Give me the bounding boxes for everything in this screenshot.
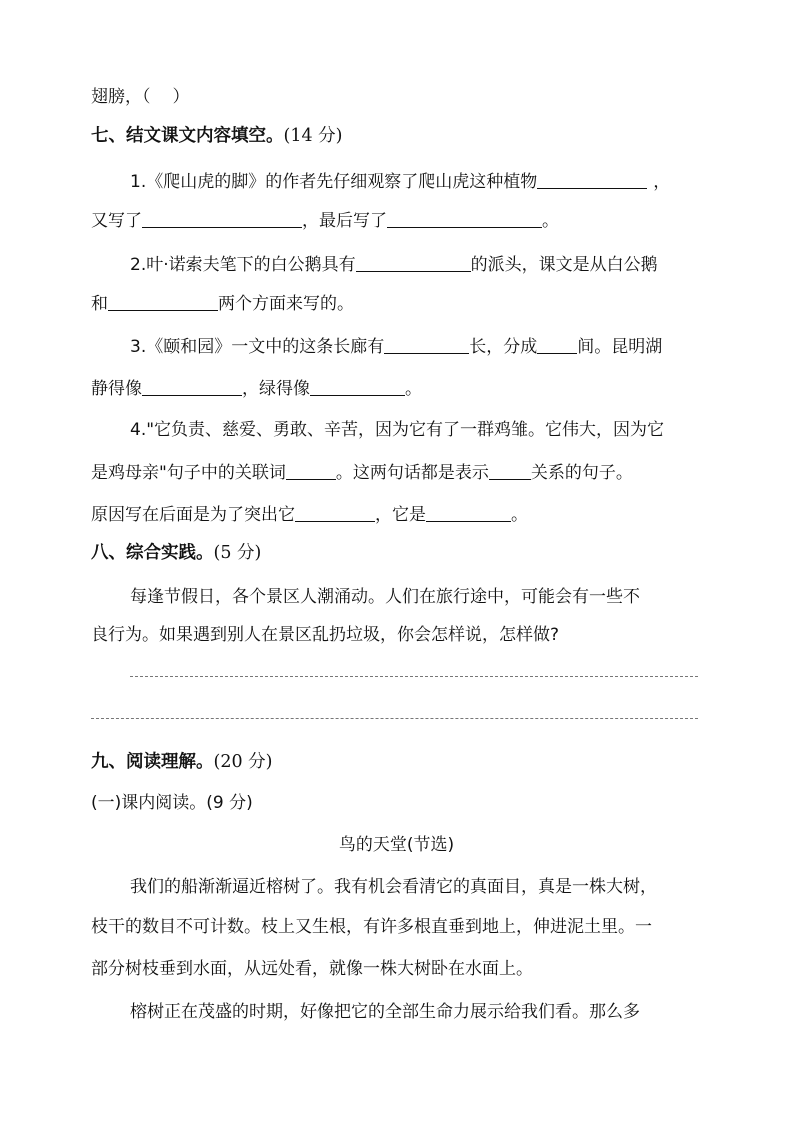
text: 3.《颐和园》一文中的这条长廊有 [130,337,385,357]
answer-blank[interactable] [295,503,375,522]
text: ，最后写了 [302,211,387,231]
section-7-heading [91,125,343,147]
text: 2.叶·诺索夫笔下的白公鹅具有 [130,255,356,275]
text: 关系的句子。 [530,463,633,483]
heading-text: 七、结文课文内容填空。 [91,126,284,146]
text: 静得像 [91,379,142,399]
answer-blank[interactable] [537,335,577,354]
score: (5 分) [213,543,262,563]
score: (20 分) [213,752,273,772]
q7-item3 [130,335,662,358]
text: 。 [405,379,422,399]
text: ，绿得像 [242,379,310,399]
text: 又写了 [91,211,142,231]
q8-paragraph-line: 良行为。如果遇到别人在景区乱扔垃圾，你会怎样说，怎样做? [91,625,560,645]
subsection-heading: (一)课内阅读。(9 分) [91,793,253,813]
text: 长，分成 [469,337,538,357]
heading-text: 九、阅读理解。 [91,752,214,772]
score: (14 分) [283,126,343,146]
section-8-heading [91,542,261,564]
q7-item4-cont2 [91,503,528,526]
text: 。这两句话都是表示 [335,463,489,483]
answer-blank[interactable] [142,377,242,396]
passage-line: 榕树正在茂盛的时期，好像把它的全部生命力展示给我们看。那么多 [130,1002,640,1022]
passage-title: 鸟的天堂(节选) [338,835,455,855]
answer-blank[interactable] [286,461,336,480]
text: 1.《爬山虎的脚》的作者先仔细观察了爬山虎这种植物 [130,172,538,192]
passage-line: 部分树枝垂到水面，从远处看，就像一株大树卧在水面上。 [91,959,533,979]
text: ，它是 [375,505,426,525]
passage-line: 枝干的数目不可计数。枝上又生根，有许多根直垂到地上，伸进泥土里。一 [91,917,652,937]
text: 两个方面来写的。 [218,294,354,314]
text: 是鸡母亲"句子中的关联词 [91,463,286,483]
passage-line: 我们的船渐渐逼近榕树了。我有机会看清它的真面目，真是一株大树， [130,877,657,897]
q7-item2-cont [91,292,354,315]
q7-item2 [130,253,658,276]
text: 4."它负责、慈爱、勇敢、辛苦，因为它有了一群鸡雏。它伟大，因为它 [130,420,665,440]
q7-item1-cont [91,209,559,232]
heading-text: 八、综合实践。 [91,543,214,563]
q7-item4-cont [91,461,633,484]
answer-blank[interactable] [310,377,405,396]
answer-blank[interactable] [384,335,469,354]
q7-item3-cont [91,377,422,400]
text: 原因写在后面是为了突出它 [91,505,295,525]
text: 。 [511,505,528,525]
answer-line[interactable] [91,718,698,719]
answer-blank[interactable] [356,253,471,272]
q6-tail-line [91,86,190,108]
text: 的派头，课文是从白公鹅 [470,255,658,275]
q7-item4 [130,419,664,441]
q8-paragraph-line: 每逢节假日，各个景区人潮涌动。人们在旅行途中，可能会有一些不 [130,587,640,607]
answer-blank[interactable] [387,209,542,228]
section-9-heading [91,751,273,773]
text: 翅膀，（ [91,87,151,107]
text: ， [653,172,671,192]
text: 间。昆明湖 [577,337,663,357]
text: 。 [542,211,559,231]
answer-blank[interactable] [489,461,531,480]
answer-blank[interactable] [108,292,218,311]
answer-blank[interactable] [142,209,302,228]
text: ） [172,87,190,107]
answer-blank[interactable] [426,503,511,522]
answer-blank[interactable] [537,170,647,189]
answer-line[interactable] [130,676,698,677]
text: 和 [91,294,108,314]
q7-item1 [130,170,670,193]
